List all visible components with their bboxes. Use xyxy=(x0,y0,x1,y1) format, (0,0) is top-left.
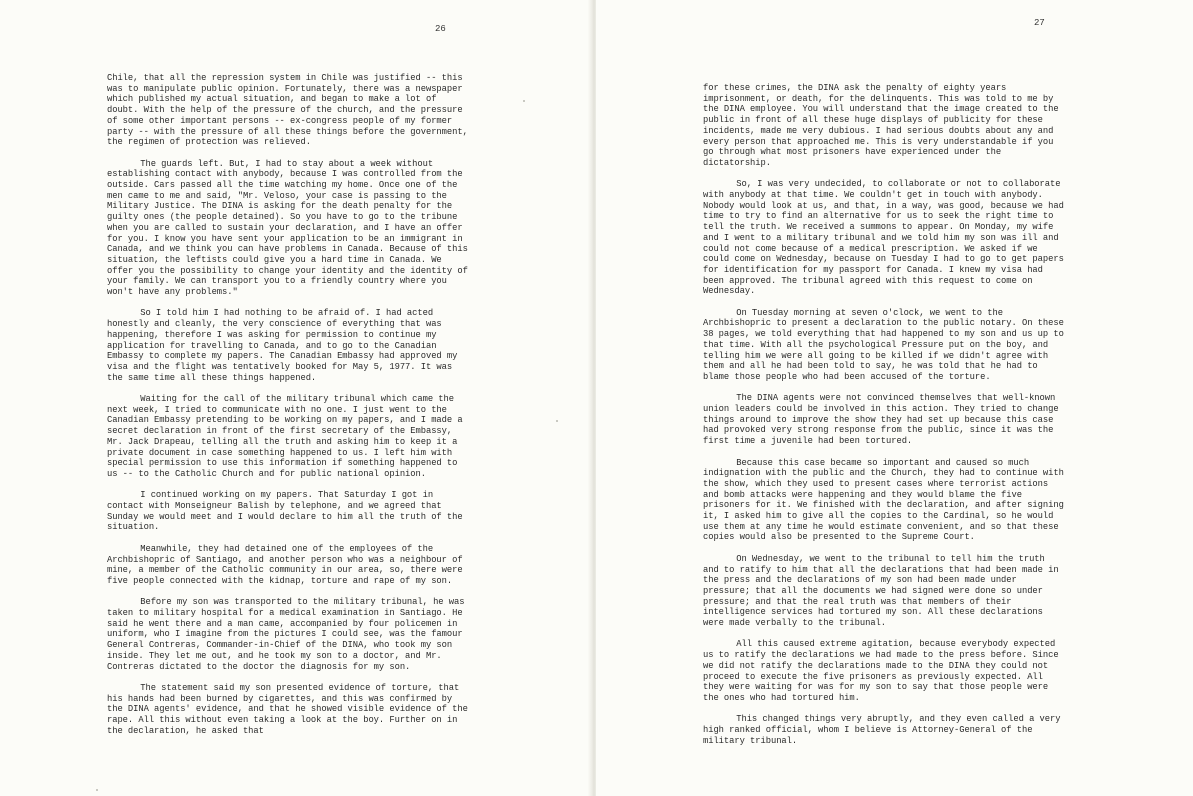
paragraph: for these crimes, the DINA ask the penalty of eighty years imprisonment, or death, for the delinquents. This was told to me by the DINA employee. You will understand that the image created to the public in front of all these huge displays of publicity for these incidents, made me very dubious. I had serious doubts about any and every person that approached me. This is very understandable if you go through what most prisoners have experienced under the dictatorship. xyxy=(703,83,1059,168)
paragraph: The guards left. But, I had to stay about a week without establishing contact with anybody, because I was controlled from the outside. Cars passed all the time watching my home. Once one of the men came to me and said, "Mr. Veloso, your case is passing to the Military Justice. The DINA is asking for the death penalty for the guilty ones (the people detained). So you have to go to the tribune when you are called to sustain your declaration, and I have an offer for you. I know you have sent your application to be an immigrant in Canada, and we think you can have problems in Canada. Because of this situation, the leftists could give you a hard time in Canada. We offer you the possibility to change your identity and the identity of your family. We can transport you to a friendly country where you won't have any problems." xyxy=(107,158,468,298)
paper-speck xyxy=(523,100,525,102)
paragraph: So, I was very undecided, to collaborate or not to collaborate with anybody at that time. We couldn't get in touch with anybody. Nobody would look at us, and that, in a way, was good, because we had time to try to find an alternative for us to seek the right time to tell the truth. We received a summons to appear. On Monday, my wife and I went to a military tribunal and we told him my son was ill and could not come because of a medical prescription. We asked if we could come on Wednesday, because on Tuesday I had to go to get papers for identification for my passport for Canada. I knew my visa had been approved. The tribunal agreed with this request to come on Wednesday. xyxy=(703,179,1064,297)
page-number-left: 26 xyxy=(435,24,446,34)
paragraph: On Tuesday morning at seven o'clock, we went to the Archbishopric to present a declaration to the public notary. On these 38 pages, we told everything that had happened to my son and us up to that time. With all the psychological Pressure put on the boy, and telling him we were all going to be killed if we didn't agree with them and all he had been told to say, he was told that he had to blame those people who had been accused of the torture. xyxy=(703,307,1064,382)
paper-speck xyxy=(556,420,558,422)
right-page-body xyxy=(703,83,1065,746)
paragraph: On Wednesday, we went to the tribunal to tell him the truth and to ratify to him that all the declarations that had been made in the press and the declarations of my son had been made under pressure; that all the documents we had signed were done so under pressure; and that the real truth was that members of their intelligence services had tortured my son. All these declarations were made verbally to the tribunal. xyxy=(703,553,1059,629)
paragraph: All this caused extreme agitation, because everybody expected us to ratify the declarations we had made to the press before. Since we did not ratify the declarations made to the DINA they could not proceed to execute the five prisoners as previously expected. All they were waiting for was for my son to say that those people were the ones who had tortured him. xyxy=(703,639,1059,703)
page-number-right: 27 xyxy=(1034,18,1045,28)
paper-speck xyxy=(96,789,98,791)
paragraph: This changed things very abruptly, and they even called a very high ranked official, whom I believe is Attorney-General of the military tribunal. xyxy=(703,714,1061,746)
paragraph: So I told him I had nothing to be afraid of. I had acted honestly and cleanly, the very conscience of everything that was happening, therefore I was asking for permission to continue my application for travelling to Canada, and to go to the Canadian Embassy to complete my papers. The Canadian Embassy had approved my visa and the flight was tentatively booked for May 5, 1977. It was the same time all these things happened. xyxy=(107,308,458,383)
left-page-body xyxy=(107,73,472,736)
paragraph: The statement said my son presented evidence of torture, that his hands had been burned by cigarettes, and this was confirmed by the DINA agents' evidence, and that he showed visible evidence of the rape. All this without even taking a look at the boy. Further on in the declaration, he asked that xyxy=(107,682,468,736)
left-page xyxy=(0,0,592,796)
paragraph: Waiting for the call of the military tribunal which came the next week, I tried to communicate with no one. I just went to the Canadian Embassy pretending to be working on my papers, and I made a secret declaration in front of the first secretary of the Embassy, Mr. Jack Drapeau, telling all the truth and asking him to keep it a private document in case something happened to us. I left him with special permission to use this information if something happened to us -- to the Catholic Church and for public national opinion. xyxy=(107,394,463,479)
paragraph: Meanwhile, they had detained one of the employees of the Archbishopric of Santiago, and another person who was a neighbour of mine, a member of the Catholic community in our area, so, there were five people connected with the kidnap, torture and rape of my son. xyxy=(107,543,463,586)
paragraph: Chile, that all the repression system in Chile was justified -- this was to manipulate public opinion. Fortunately, there was a newspaper which published my actual situation, and began to make a lot of doubt. With the help of the pressure of the church, and the pressure of some other important persons -- ex-congress people of my former party -- with the pressure of all these things before the government, the regimen of protection was relieved. xyxy=(107,73,468,148)
paragraph: The DINA agents were not convinced themselves that well-known union leaders could be involved in this action. They tried to change things around to improve the show they had set up because this case had provoked very strong response from the public, since it was the first time a juvenile had been tortured. xyxy=(703,393,1059,447)
paragraph: Before my son was transported to the military tribunal, he was taken to military hospital for a medical examination in Santiago. He said he went there and a man came, accompanied by four policemen in uniform, who I imagine from the pictures I could see, was the famour General Contreras, Commander-in-Chief of the DINA, who took my son inside. They let me out, and he took my son to a doctor, and Mr. Contreras dictated to the doctor the diagnosis for my son. xyxy=(107,597,465,672)
right-page xyxy=(596,0,1193,796)
paragraph: I continued working on my papers. That Saturday I got in contact with Monseigneur Balish by telephone, and we agreed that Sunday we would meet and I would declare to him all the truth of the situation. xyxy=(107,490,463,533)
paragraph: Because this case became so important and caused so much indignation with the public and the Church, they had to continue with the show, which they used to present cases where terrorist actions and bomb attacks were happening and they would blame the five prisoners for it. We finished with the declaration, and after signing it, I asked him to give all the copies to the Cardinal, so he would use them at any time he would estimate convenient, and so that these copies would also be presented to the Supreme Court. xyxy=(703,457,1064,543)
